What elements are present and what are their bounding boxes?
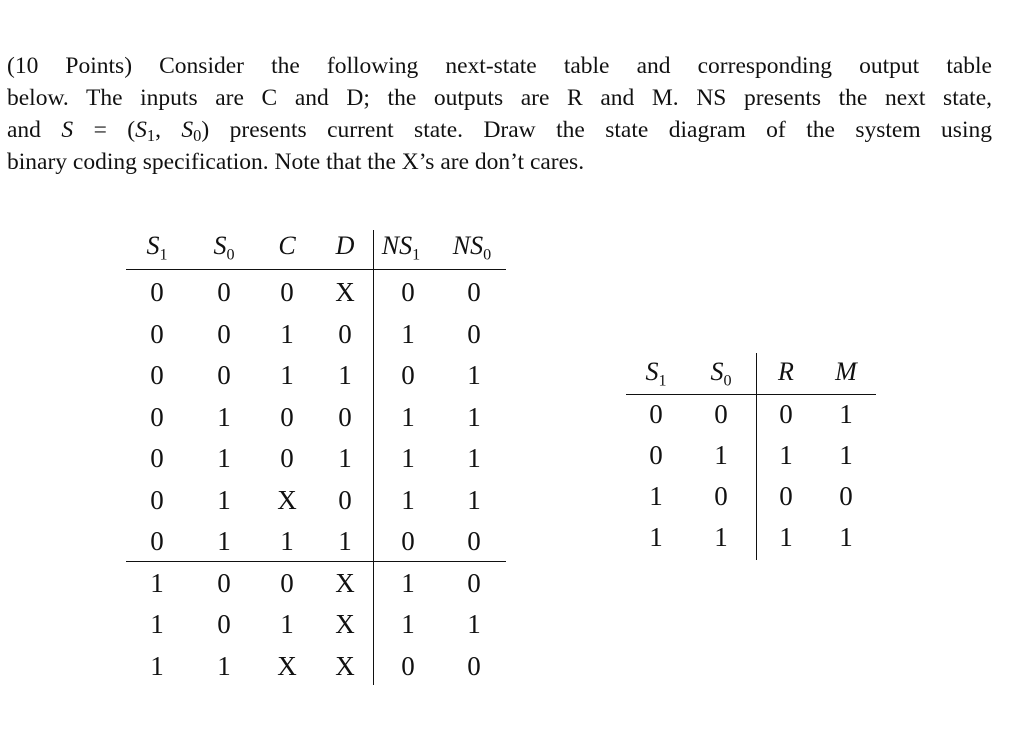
out-cell: 1 (839, 440, 853, 470)
out-cell: 1 (714, 522, 728, 552)
line3-text-b: = ( (73, 117, 136, 143)
ns-cell: 1 (217, 484, 231, 515)
out-header-rule (626, 394, 876, 395)
out-header-2-sub: 0 (723, 372, 732, 390)
ns-header-2-sub: 0 (226, 246, 235, 264)
ns-cell: 1 (467, 484, 481, 515)
ns-cell: 1 (401, 443, 415, 473)
ns-header-5-base: NS (381, 231, 413, 260)
ns-cell: 1 (401, 609, 415, 639)
ns-cell: 0 (338, 318, 352, 349)
ns-cell: 0 (150, 360, 164, 390)
line3-s0: S (181, 117, 194, 143)
out-header-1 (636, 356, 676, 388)
ns-cell: 0 (150, 277, 164, 307)
out-cell: 1 (714, 440, 728, 470)
out-header-1-sub: 1 (658, 372, 667, 390)
ns-cell: 0 (401, 277, 415, 307)
ns-cell: 1 (217, 443, 231, 473)
out-cell: 1 (839, 399, 853, 429)
line3-text-c: ) presents current state. Draw the state diagram of the system using (201, 117, 992, 143)
ns-cell: 0 (150, 443, 164, 473)
ns-cell: 1 (401, 484, 415, 515)
ns-cell: 1 (280, 609, 294, 639)
ns-cell: 1 (217, 401, 231, 432)
ns-cell: 1 (280, 526, 294, 556)
ns-header-1-base: S (146, 231, 160, 260)
out-cell: 0 (839, 481, 853, 511)
ns-cell: 1 (338, 360, 352, 390)
ns-header-2-base: S (213, 231, 227, 260)
ns-cell: 0 (150, 526, 164, 556)
ns-cell: 0 (217, 277, 231, 307)
ns-cell: 0 (338, 401, 352, 432)
ns-cell: X (277, 484, 297, 515)
out-header-4-base: M (835, 357, 857, 386)
out-header-2-base: S (710, 357, 724, 386)
ns-cell: 0 (467, 526, 481, 556)
ns-header-1-sub: 1 (159, 246, 168, 264)
ns-cell: 0 (217, 318, 231, 349)
line3-comma: , (155, 117, 182, 143)
ns-cell: 0 (280, 443, 294, 473)
ns-cell: 0 (467, 567, 481, 598)
out-cell: 0 (714, 481, 728, 511)
ns-cell: X (335, 277, 355, 307)
ns-cell: 0 (217, 360, 231, 390)
ns-header-5-sub: 1 (412, 246, 421, 264)
ns-cell: 0 (280, 277, 294, 307)
out-header-4 (826, 356, 866, 388)
ns-cell: X (335, 567, 355, 598)
ns-cell: 0 (467, 650, 481, 681)
line3-s0-sub: 0 (193, 126, 202, 146)
ns-cell: 1 (150, 567, 164, 598)
ns-cell: 1 (217, 650, 231, 681)
ns-header-6-sub: 0 (483, 246, 492, 264)
out-cell: 0 (649, 440, 663, 470)
ns-cell: 1 (280, 318, 294, 349)
ns-cell: 0 (217, 609, 231, 639)
ns-cell: 1 (401, 318, 415, 349)
out-cell: 0 (649, 399, 663, 429)
ns-cell: 0 (401, 650, 415, 681)
out-cell: 0 (779, 399, 793, 429)
ns-cell: 1 (338, 526, 352, 556)
out-cell: 1 (779, 522, 793, 552)
problem-line-2: below. The inputs are C and D; the outputs are R and M. NS presents the next state, (7, 85, 992, 111)
line3-text-a: and (7, 117, 62, 143)
out-cell: 0 (779, 481, 793, 511)
ns-cell: 1 (467, 360, 481, 390)
ns-cell: X (277, 650, 297, 681)
ns-cell: 1 (338, 443, 352, 473)
problem-line-4: binary coding specification. Note that the X’s are don’t cares. (7, 149, 585, 175)
ns-cell: 1 (401, 567, 415, 598)
out-header-1-base: S (645, 357, 659, 386)
ns-cell: 1 (217, 526, 231, 556)
ns-cell: 0 (280, 567, 294, 598)
out-header-3-base: R (778, 357, 794, 386)
ns-cell: 1 (280, 360, 294, 390)
ns-cell: 0 (150, 484, 164, 515)
line3-s1: S (135, 117, 147, 143)
ns-cell: 0 (401, 360, 415, 390)
ns-cell: 0 (150, 401, 164, 432)
line3-var-s: S (61, 117, 74, 143)
out-cell: 1 (649, 481, 663, 511)
out-cell: 1 (839, 522, 853, 552)
ns-cell: 1 (467, 609, 481, 639)
problem-line-1: (10 Points) Consider the following next-state table and corresponding output table (7, 53, 992, 79)
ns-cell: X (335, 609, 355, 639)
ns-header-4-base: D (335, 231, 355, 260)
ns-cell: 1 (401, 401, 415, 432)
ns-cell: 1 (467, 443, 481, 473)
ns-cell: 1 (467, 401, 481, 432)
ns-cell: 0 (150, 318, 164, 349)
out-header-3 (766, 356, 806, 388)
ns-cell: 0 (280, 401, 294, 432)
ns-cell: 0 (338, 484, 352, 515)
out-header-2 (701, 356, 741, 388)
ns-cell: 0 (401, 526, 415, 556)
ns-cell: X (335, 650, 355, 681)
out-cell: 1 (649, 522, 663, 552)
ns-cell: 0 (217, 567, 231, 598)
ns-header-6-base: NS (452, 231, 484, 260)
ns-header-3-base: C (278, 231, 296, 260)
ns-cell: 1 (150, 609, 164, 639)
out-divider (756, 353, 757, 560)
ns-cell: 0 (467, 277, 481, 307)
out-cell: 0 (714, 399, 728, 429)
line3-s1-sub: 1 (146, 126, 156, 146)
out-cell: 1 (779, 440, 793, 470)
ns-cell: 0 (467, 318, 481, 349)
ns-cell: 1 (150, 650, 164, 681)
